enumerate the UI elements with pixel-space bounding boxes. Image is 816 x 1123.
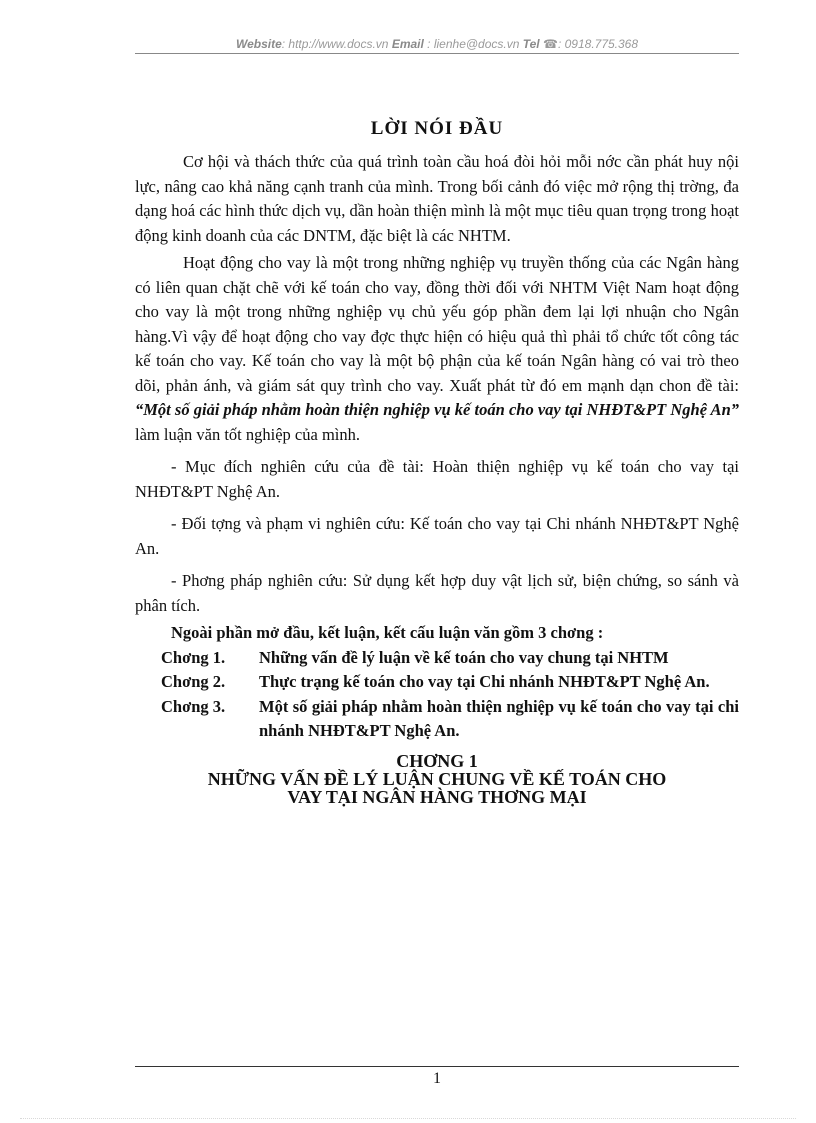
topic-paragraph-text: Hoạt động cho vay là một trong những nghiệp vụ truyền thống của các Ngân hàng có liên quan chặt chẽ với kế toán cho vay, đồng thời đối với NHTM Việt Nam hoạt động cho vay là một trong những nghiệp vụ chủ yếu góp phần đem lại lợi nhuận cho Ngân hàng.Vì vậy để hoạt động cho vay đợc thực hiện có hiệu quả thì phải tổ chức tốt công tác kế toán cho vay. Kế toán cho vay là một bộ phận của kế toán Ngân hàng có vai trò theo dõi, phản ánh, và giám sát quy trình cho vay. Xuất phát từ đó em mạnh dạn chon đề tài: <box>135 253 739 395</box>
phone-icon: ☎ <box>543 37 558 51</box>
email-label: Email <box>391 37 424 51</box>
email-address: : lienhe@docs.vn <box>427 37 520 51</box>
bullet-method: - Phơng pháp nghiên cứu: Sử dụng kết hợp duy vật lịch sử, biện chứng, so sánh và phân tích. <box>135 571 739 615</box>
page-title: LỜI NÓI ĐẦU <box>370 118 504 139</box>
chapter-item <box>135 695 739 744</box>
phone-number: : 0918.775.368 <box>557 37 639 51</box>
document-body <box>135 118 739 806</box>
footer-divider <box>135 1066 739 1067</box>
bullet-purpose: - Mục đích nghiên cứu của đề tài: Hoàn thiện nghiệp vụ kế toán cho vay tại NHĐT&PT Nghệ An. <box>135 457 739 501</box>
topic-paragraph-tail: làm luận văn tốt nghiệp của mình. <box>135 424 360 444</box>
chapter-title: Thực trạng kế toán cho vay tại Chi nhánh NHĐT&PT Nghệ An. <box>259 672 710 691</box>
thesis-topic: “Một số giải pháp nhằm hoàn thiện nghiệp vụ kế toán cho vay tại NHĐT&PT Nghệ An” <box>135 400 739 419</box>
chapter1-title-line2: VAY TẠI NGÂN HÀNG THƠNG MẠI <box>287 786 587 807</box>
chapter1-number: CHƠNG 1 <box>396 750 478 771</box>
chapter-title: Những vấn đề lý luận về kế toán cho vay chung tại NHTM <box>259 647 669 667</box>
chapter1-heading <box>135 752 739 806</box>
website-label: Website <box>235 37 282 51</box>
page-header <box>135 37 739 54</box>
tel-label: Tel <box>522 37 540 51</box>
chapter-label: Chơng 1. <box>161 647 226 667</box>
page-number: 1 <box>433 1070 441 1087</box>
chapter-label: Chơng 3. <box>161 696 226 716</box>
chapter-item <box>135 646 739 671</box>
chapter1-title-line1: NHỮNG VẤN ĐỀ LÝ LUẬN CHUNG VỀ KẾ TOÁN CHO <box>207 768 667 789</box>
chapter-title: Một số giải pháp nhằm hoàn thiện nghiệp vụ kế toán cho vay tại chi nhánh NHĐT&PT Nghệ An. <box>259 696 739 740</box>
chapter-label: Chơng 2. <box>161 672 226 691</box>
topic-paragraph <box>135 251 739 447</box>
intro-paragraph: Cơ hội và thách thức của quá trình toàn cầu hoá đòi hỏi mỗi nớc cần phát huy nội lực, nâng cao khả năng cạnh tranh của mình. Trong bối cảnh đó việc mở rộng thị trờng, đa dạng hoá các hình thức dịch vụ, dần hoàn thiện mình là một mục tiêu quan trọng trong hoạt động kinh doanh của các DNTM, đặc biệt là các NHTM. <box>135 152 739 245</box>
structure-summary: Ngoài phần mở đầu, kết luận, kết cấu luận văn gồm 3 chơng : <box>171 623 604 642</box>
bullet-scope: - Đối tợng và phạm vi nghiên cứu: Kế toán cho vay tại Chi nhánh NHĐT&PT Nghệ An. <box>135 514 739 558</box>
website-url: : http://www.docs.vn <box>281 37 389 51</box>
chapter-item <box>135 670 739 695</box>
page-bottom-dotted-rule <box>20 1118 796 1119</box>
